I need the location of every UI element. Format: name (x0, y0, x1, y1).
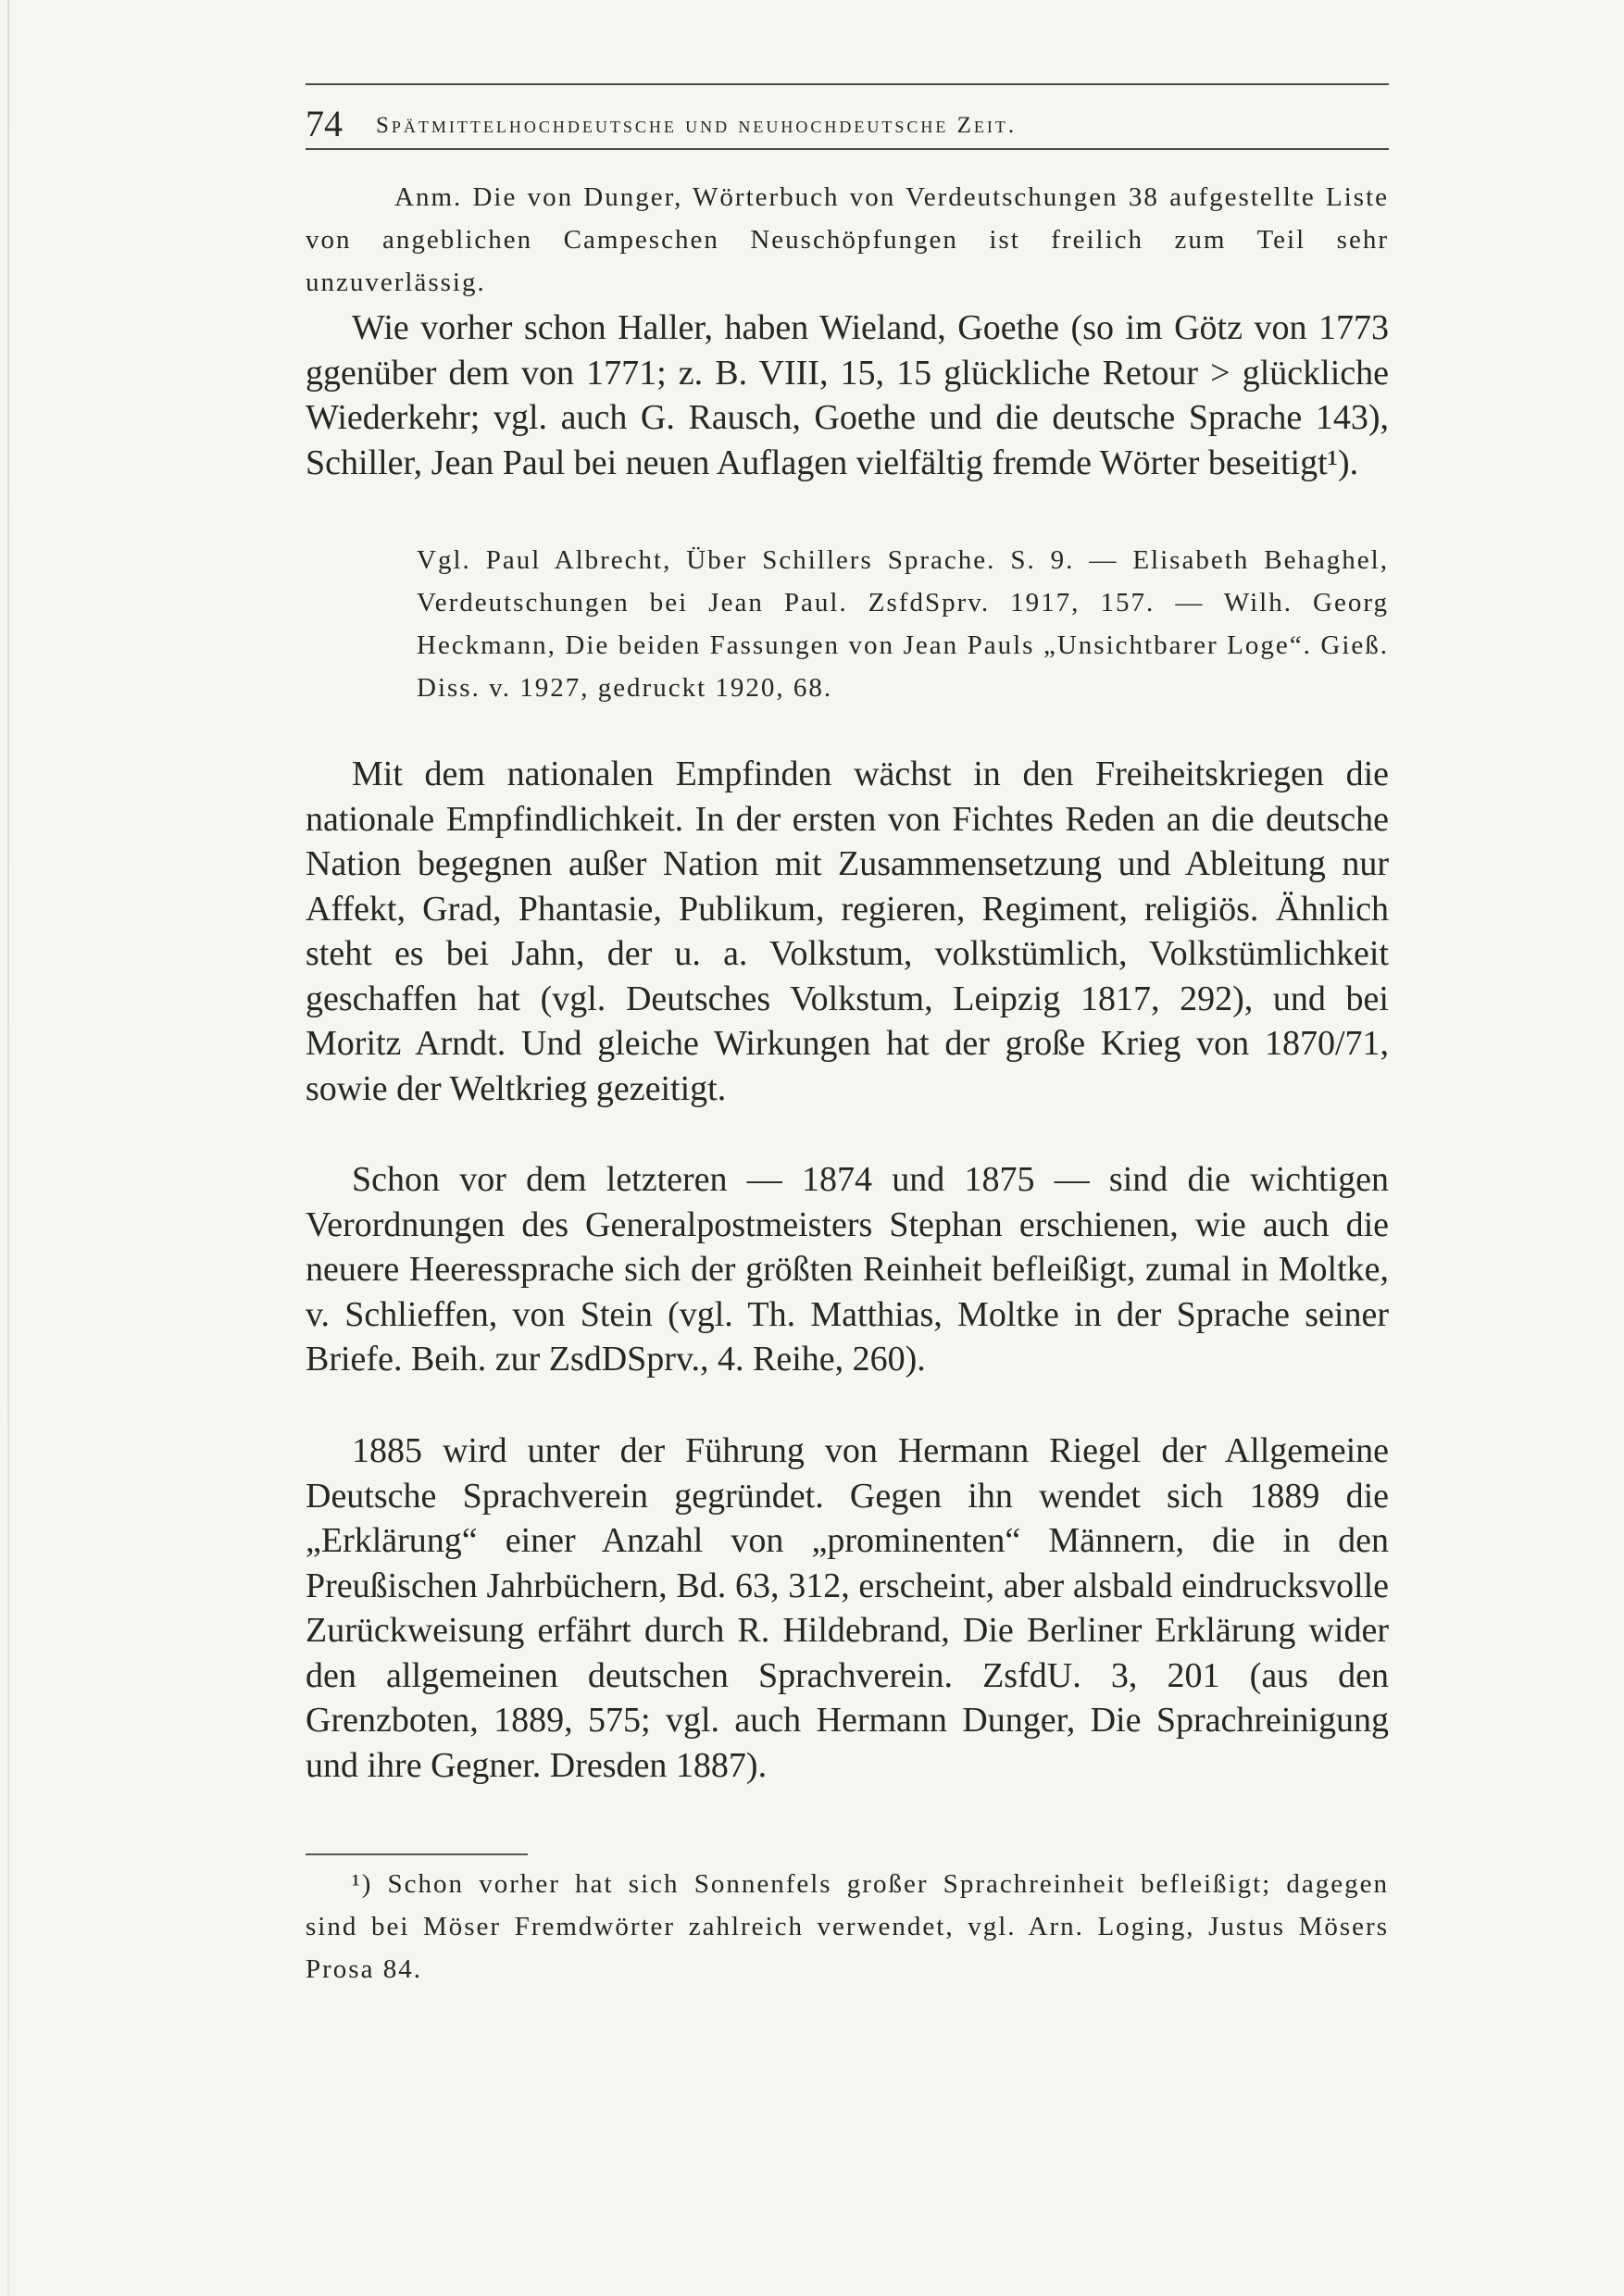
paragraph-4-block (306, 1429, 1389, 1788)
paragraph-2-block (306, 752, 1389, 1111)
footnote-rule (306, 1853, 528, 1855)
footnote-block (306, 1863, 1389, 1990)
paragraph-4: 1885 wird unter der Führung von Hermann Riegel der Allgemeine Deutsche Sprachverein gegründet. Gegen ihn wendet sich 1889 die „Erklärung“ einer Anzahl von „prominenten“ Männern, die in den Preußischen Jahrbüchern, Bd. 63, 312, erscheint, aber alsbald eindrucksvolle Zurückweisung erfährt durch R. Hildebrand, Die Berliner Erklärung wider den allgemeinen deutschen Sprachverein. ZsfdU. 3, 201 (aus den Grenzboten, 1889, 575; vgl. auch Hermann Dunger, Die Sprachreinigung und ihre Gegner. Dresden 1887). (306, 1431, 1389, 1785)
note-block (417, 539, 1389, 709)
annotation-text: Anm. Die von Dunger, Wörterbuch von Verdeutschungen 38 aufgestellte Liste von angeblichen Campeschen Neuschöpfungen ist freilich zum Teil sehr unzuverlässig. (306, 182, 1389, 297)
running-title: Spätmittelhochdeutsche und neuhochdeutsche Zeit. (376, 113, 1018, 138)
page-header (306, 100, 1389, 150)
page-edge (7, 0, 9, 2296)
paragraph-1-block (306, 306, 1389, 485)
annotation-block (306, 176, 1389, 304)
page-number: 74 (306, 103, 343, 144)
note-text: Vgl. Paul Albrecht, Über Schillers Sprache. S. 9. — Elisabeth Behaghel, Verdeutschungen bei Jean Paul. ZsfdSprv. 1917, 157. — Wilh. Georg Heckmann, Die beiden Fassungen von Jean Pauls „Unsichtbarer Loge“. Gieß. Diss. v. 1927, gedruckt 1920, 68. (417, 545, 1389, 703)
header-top-rule (306, 83, 1389, 85)
paragraph-1: Wie vorher schon Haller, haben Wieland, Goethe (so im Götz von 1773 ggenüber dem von 1771; z. B. VIII, 15, 15 glückliche Retour > glückliche Wiederkehr; vgl. auch G. Rausch, Goethe und die deutsche Sprache 143), Schiller, Jean Paul bei neuen Auflagen vielfältig fremde Wörter beseitigt¹). (306, 308, 1389, 482)
paragraph-2: Mit dem nationalen Empfinden wächst in den Freiheitskriegen die nationale Empfindlichkeit. In der ersten von Fichtes Reden an die deutsche Nation begegnen außer Nation mit Zusammensetzung und Ableitung nur Affekt, Grad, Phantasie, Publikum, regieren, Regiment, religiös. Ähnlich steht es bei Jahn, der u. a. Volkstum, volkstümlich, Volkstümlichkeit geschaffen hat (vgl. Deutsches Volkstum, Leipzig 1817, 292), und bei Moritz Arndt. Und gleiche Wirkungen hat der große Krieg von 1870/71, sowie der Weltkrieg gezeitigt. (306, 755, 1389, 1108)
paragraph-3-block (306, 1157, 1389, 1382)
footnote-text: ¹) Schon vorher hat sich Sonnenfels großer Sprachreinheit befleißigt; dagegen sind bei Möser Fremdwörter zahlreich verwendet, vgl. Arn. Loging, Justus Mösers Prosa 84. (306, 1869, 1389, 1984)
paragraph-3: Schon vor dem letzteren — 1874 und 1875 — sind die wichtigen Verordnungen des Generalpostmeisters Stephan erschienen, wie auch die neuere Heeressprache sich der größten Reinheit befleißigt, zumal in Moltke, v. Schlieffen, von Stein (vgl. Th. Matthias, Moltke in der Sprache seiner Briefe. Beih. zur ZsdDSprv., 4. Reihe, 260). (306, 1160, 1389, 1379)
